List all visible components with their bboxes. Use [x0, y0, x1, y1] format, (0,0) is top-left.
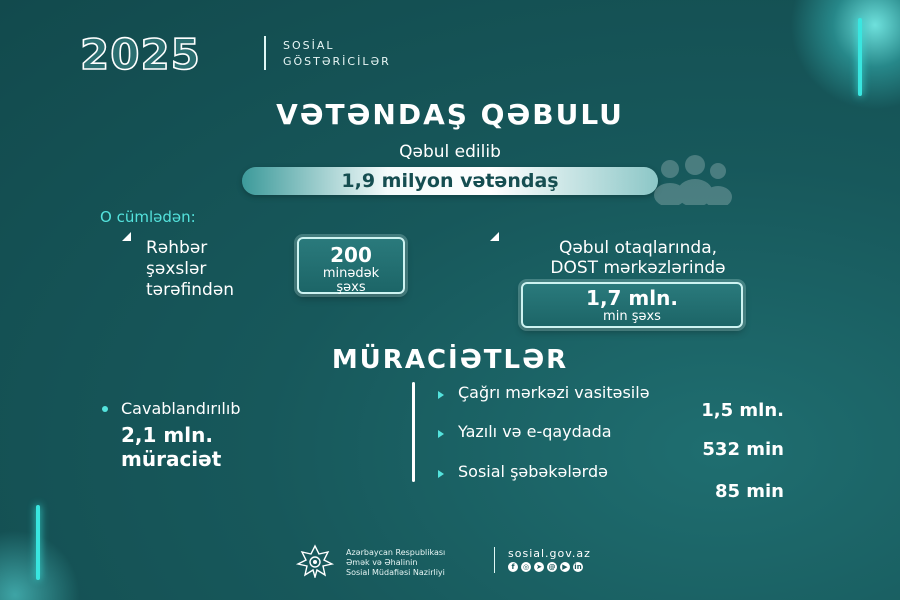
rooms-value-box [521, 282, 743, 328]
leaders-value-box [297, 237, 405, 294]
including-label: O cümlədən: [100, 208, 196, 226]
linkedin-icon[interactable]: in [574, 563, 582, 571]
leaders-unit-line2: şəxs [336, 280, 366, 295]
header-label [283, 38, 391, 70]
arrow-right-icon [438, 391, 444, 399]
arrow-right-icon [438, 470, 444, 478]
citizen-reception-title: VƏTƏNDAŞ QƏBULU [276, 98, 624, 131]
corner-glow-top-right [790, 0, 900, 110]
leaders-line2: şəxslər [146, 259, 207, 279]
channel-value: 532 min [702, 439, 784, 460]
channel-value: 1,5 mln. [701, 400, 784, 421]
answered-value [121, 423, 221, 471]
youtube-icon[interactable]: ▶ [560, 562, 570, 572]
arrow-right-icon [438, 430, 444, 438]
neon-bar-top-right [858, 18, 862, 96]
instagram-icon[interactable]: ◎ [522, 563, 530, 571]
social-icons [508, 562, 583, 572]
channel-value: 85 min [714, 481, 784, 502]
corner-glow-bottom-left [0, 530, 80, 600]
header-divider [264, 36, 266, 70]
rooms-description [503, 238, 773, 278]
header-label-line2: GÖSTƏRİCİLƏR [283, 55, 391, 68]
received-value-pill: 1,9 milyon vətəndaş [242, 167, 658, 195]
answered-value-line2: müraciət [121, 447, 222, 471]
ministry-line2: Əmək və Əhalinin [346, 558, 418, 567]
ministry-line3: Sosial Müdafiəsi Nazirliyi [346, 568, 445, 577]
people-icon [640, 155, 740, 205]
rooms-line2: DOST mərkəzlərində [550, 258, 726, 278]
leaders-description [146, 238, 234, 301]
rooms-line1: Qəbul otaqlarında, [558, 238, 718, 258]
telegram-icon[interactable]: ➤ [534, 562, 544, 572]
facebook-icon[interactable]: f [508, 562, 518, 572]
leaders-unit-line1: minədək [322, 266, 380, 281]
appeals-title: MÜRACİƏTLƏR [331, 345, 569, 375]
channel-label: Sosial şəbəkələrdə [458, 462, 608, 481]
ministry-logo-icon [292, 544, 338, 578]
vertical-divider [412, 382, 415, 482]
answered-label: Cavablandırılıb [121, 399, 241, 418]
answered-value-line1: 2,1 mln. [121, 423, 213, 447]
rooms-unit: min şəxs [603, 309, 661, 324]
ministry-name [346, 548, 445, 578]
header-label-line1: SOSİAL [283, 39, 335, 52]
website-link[interactable]: sosial.gov.az [508, 547, 591, 560]
leaders-value: 200 [330, 243, 372, 267]
footer-divider [494, 547, 495, 573]
corner-marker-icon [490, 232, 499, 241]
leaders-line1: Rəhbər [146, 238, 208, 258]
neon-bar-bottom-left [36, 505, 40, 580]
channel-label: Yazılı və e-qaydada [458, 422, 612, 441]
rooms-value: 1,7 mln. [586, 286, 678, 310]
ministry-line1: Azərbaycan Respublikası [346, 548, 446, 557]
received-label: Qəbul edilib [399, 142, 501, 162]
threads-icon[interactable]: @ [548, 563, 556, 571]
leaders-line3: tərəfindən [146, 280, 235, 300]
bullet-icon [102, 406, 108, 412]
corner-marker-icon [122, 232, 131, 241]
year-heading: 2025 [80, 30, 201, 79]
channel-label: Çağrı mərkəzi vasitəsilə [458, 383, 650, 402]
